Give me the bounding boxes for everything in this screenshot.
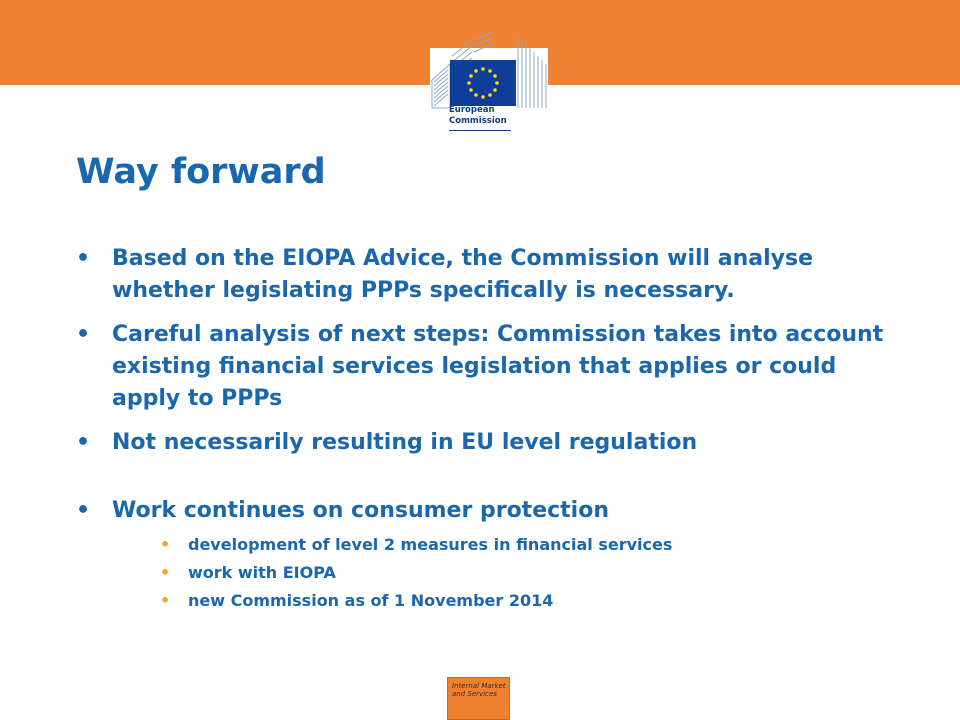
internal-market-badge — [447, 677, 510, 720]
bullet-item — [76, 427, 886, 459]
bullet-dot-icon: • — [76, 322, 91, 347]
logo-text-line1: European — [449, 105, 495, 115]
sub-bullet-item — [76, 531, 886, 559]
bullet-item — [76, 319, 886, 415]
badge-line1: Internal Market — [452, 682, 506, 690]
sub-bullet-dot-icon: • — [160, 563, 171, 582]
sub-bullet-text: work with EIOPA — [188, 563, 336, 582]
slide-content — [76, 243, 886, 615]
bullet-item — [76, 495, 886, 527]
badge-text — [452, 682, 506, 698]
bullet-dot-icon: • — [76, 498, 91, 523]
bullet-dot-icon: • — [76, 430, 91, 455]
sub-bullet-item — [76, 559, 886, 587]
logo-wordmark — [449, 105, 519, 127]
sub-bullet-dot-icon: • — [160, 591, 171, 610]
bullet-dot-icon: • — [76, 246, 91, 271]
logo-underline — [449, 130, 511, 131]
slide-title: Way forward — [76, 152, 326, 192]
badge-line2: and Services — [452, 690, 497, 698]
sub-bullet-text: development of level 2 measures in financial services — [188, 535, 673, 554]
sub-bullet-text: new Commission as of 1 November 2014 — [188, 591, 554, 610]
bullet-item — [76, 243, 886, 307]
bullet-text: Based on the EIOPA Advice, the Commission will analyse whether legislating PPPs specifically is necessary. — [112, 246, 814, 303]
bullet-text: Not necessarily resulting in EU level regulation — [112, 430, 698, 455]
sub-bullet-dot-icon: • — [160, 535, 171, 554]
bullet-text: Careful analysis of next steps: Commission takes into account existing financial services legislation that applies or could apply to PPPs — [112, 322, 884, 411]
sub-bullet-item — [76, 587, 886, 615]
logo-text-line2: Commission — [449, 116, 507, 126]
bullet-text: Work continues on consumer protection — [112, 498, 609, 523]
